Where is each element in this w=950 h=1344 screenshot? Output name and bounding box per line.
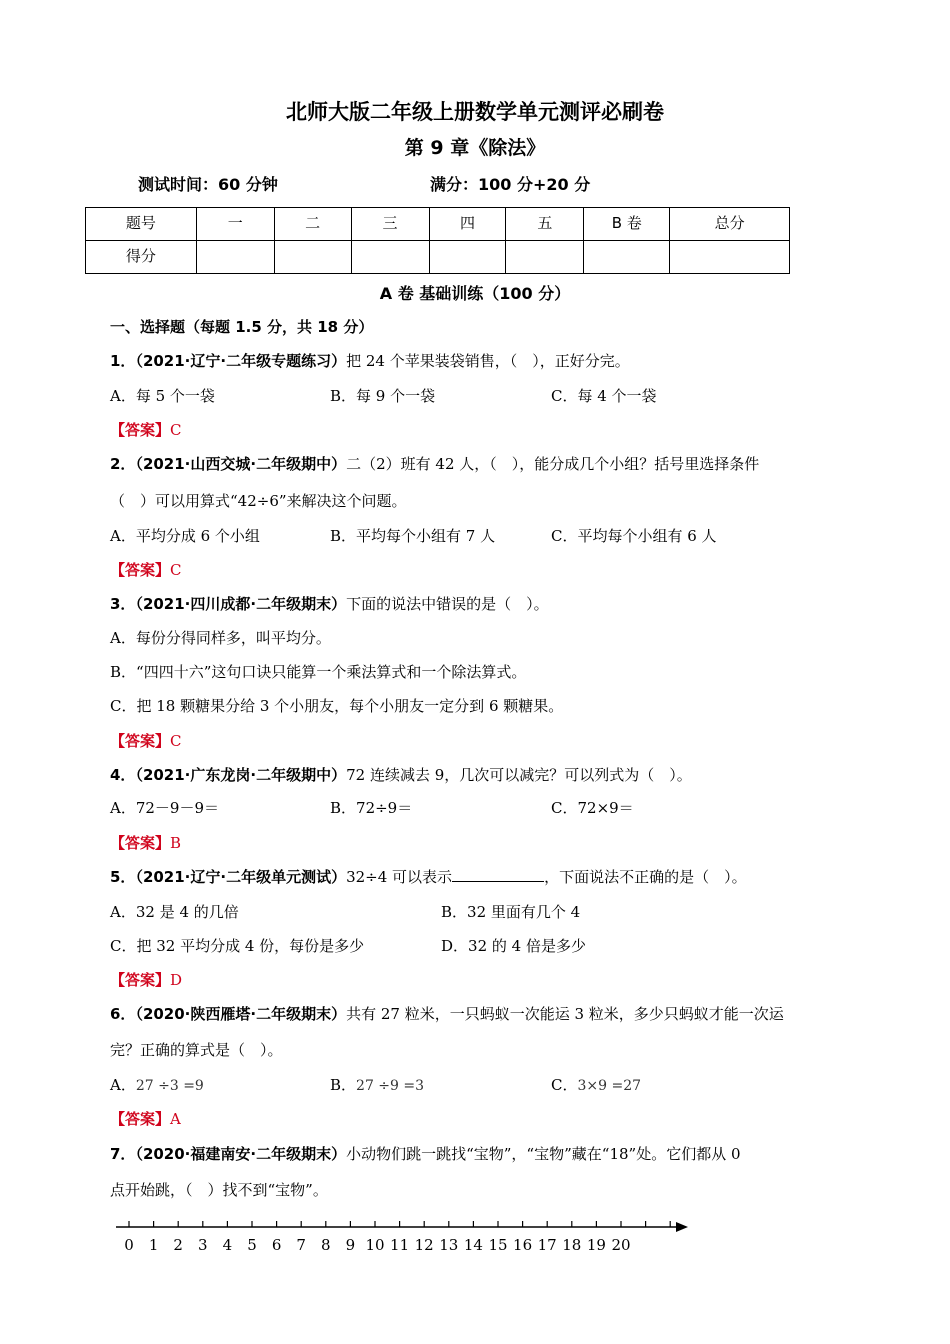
score-row-label: 得分	[86, 241, 197, 274]
question-source: （2021·四川成都·二年级期末）	[135, 595, 347, 613]
score-table-header: 题号	[86, 208, 197, 241]
section-title: 一、选择题（每题 1.5 分，共 18 分）	[110, 318, 374, 336]
number-line-tick-label: 16	[513, 1236, 533, 1254]
question-number: 6．	[110, 1005, 136, 1023]
test-time: 测试时间：60 分钟	[138, 175, 278, 194]
question-source: （2020·福建南安·二年级期末）	[135, 1145, 347, 1163]
number-line-tick-label: 3	[198, 1236, 208, 1254]
number-line-tick-label: 14	[463, 1236, 483, 1254]
number-line-tick-label: 13	[439, 1236, 459, 1254]
option-a[interactable]: A．每份分得同样多，叫平均分。	[110, 629, 331, 647]
question-text-continued: 点开始跳，（ ）找不到“宝物”。	[110, 1181, 328, 1199]
question-source: （2021·辽宁·二年级专题练习）	[135, 352, 347, 370]
answer-value: C	[170, 421, 182, 439]
question-text: 共有 27 粒米，一只蚂蚁一次能运 3 粒米，多少只蚂蚁才能一次运	[346, 1005, 784, 1023]
number-line-tick-label: 2	[173, 1236, 183, 1254]
answer-tag: 【答案】	[110, 421, 171, 439]
answer-value: C	[170, 561, 182, 579]
score-cell[interactable]	[274, 241, 351, 274]
answer-tag: 【答案】	[110, 732, 171, 750]
question-2	[110, 453, 759, 474]
score-table-score-row	[86, 241, 790, 274]
answer-value: C	[170, 732, 182, 750]
answer-4	[110, 832, 181, 853]
document-title: 北师大版二年级上册数学单元测评必刷卷	[286, 100, 664, 124]
answer-tag: 【答案】	[110, 1110, 171, 1128]
score-table-header: 一	[196, 208, 274, 241]
option-c[interactable]: C．把 32 平均分成 4 份，每份是多少	[110, 937, 365, 955]
question-number: 4．	[110, 766, 136, 784]
question-number: 5．	[110, 868, 136, 886]
number-line-tick-label: 19	[586, 1236, 606, 1254]
number-line-tick-label: 5	[247, 1236, 257, 1254]
option-b[interactable]: B．每 9 个一袋	[330, 387, 436, 405]
option-c[interactable]: C．平均每个小组有 6 人	[551, 527, 717, 545]
option-a[interactable]	[110, 1074, 204, 1095]
answer-tag: 【答案】	[110, 834, 171, 852]
score-cell[interactable]	[351, 241, 429, 274]
answer-3	[110, 730, 182, 751]
question-text: 二（2）班有 42 人，（ ），能分成几个小组？括号里选择条件	[346, 455, 760, 473]
option-label: B．	[330, 1076, 357, 1094]
number-line-tick-label: 17	[537, 1236, 557, 1254]
question-text: 32÷4 可以表示	[346, 868, 453, 886]
score-table	[85, 207, 790, 274]
paper-section-title: A 卷 基础训练（100 分）	[379, 284, 571, 303]
score-cell[interactable]	[506, 241, 584, 274]
chapter-title: 第 9 章《除法》	[404, 137, 546, 159]
option-a[interactable]: A．32 是 4 的几倍	[110, 903, 239, 921]
question-7	[110, 1143, 741, 1164]
answer-value: D	[170, 971, 183, 989]
question-4	[110, 764, 692, 785]
number-line-tick-label: 10	[365, 1236, 385, 1254]
answer-tag: 【答案】	[110, 971, 171, 989]
question-text-continued: 完？正确的算式是（ ）。	[110, 1041, 283, 1059]
answer-5	[110, 969, 182, 990]
answer-value: A	[170, 1110, 181, 1128]
score-table-header: 五	[506, 208, 584, 241]
option-a[interactable]: A．72－9－9＝	[110, 799, 220, 817]
number-line-tick-label: 20	[611, 1236, 631, 1254]
question-number: 2．	[110, 455, 136, 473]
score-table-header: B 卷	[584, 208, 670, 241]
number-line-tick-label: 18	[562, 1236, 582, 1254]
full-score: 满分：100 分+20 分	[430, 175, 591, 194]
option-c[interactable]	[551, 1074, 641, 1095]
option-b[interactable]	[330, 1074, 424, 1095]
question-text: 把 24 个苹果装袋销售，（ ），正好分完。	[346, 352, 630, 370]
fill-blank[interactable]	[452, 867, 544, 882]
score-cell[interactable]	[196, 241, 274, 274]
question-number: 1．	[110, 352, 136, 370]
answer-6	[110, 1108, 181, 1129]
question-text: 下面的说法中错误的是（ ）。	[346, 595, 549, 613]
option-label: A．	[110, 1076, 136, 1094]
option-c[interactable]: C．把 18 颗糖果分给 3 个小朋友，每个小朋友一定分到 6 颗糖果。	[110, 697, 564, 715]
option-b[interactable]: B．72÷9＝	[330, 799, 413, 817]
question-3	[110, 593, 549, 614]
option-c[interactable]: C．每 4 个一袋	[551, 387, 657, 405]
option-a[interactable]: A．每 5 个一袋	[110, 387, 215, 405]
number-line	[110, 1212, 700, 1260]
score-cell[interactable]	[584, 241, 670, 274]
question-5	[110, 866, 747, 887]
question-text: 72 连续减去 9，几次可以减完？可以列式为（ ）。	[346, 766, 692, 784]
question-text: ，下面说法不正确的是（ ）。	[544, 868, 747, 886]
question-text-continued: （ ）可以用算式“42÷6”来解决这个问题。	[110, 492, 407, 510]
question-source: （2021·山西交城·二年级期中）	[135, 455, 347, 473]
question-1	[110, 350, 630, 371]
number-line-tick-label: 1	[148, 1236, 159, 1254]
option-formula: 27 ÷9 =3	[356, 1078, 425, 1094]
question-source: （2021·广东龙岗·二年级期中）	[135, 766, 347, 784]
option-label: C．	[551, 1076, 578, 1094]
option-formula: 27 ÷3 =9	[135, 1078, 204, 1094]
option-b[interactable]: B．“四四十六”这句口诀只能算一个乘法算式和一个除法算式。	[110, 663, 527, 681]
question-text: 小动物们跳一跳找“宝物”，“宝物”藏在“18”处。它们都从 0	[346, 1145, 741, 1163]
option-b[interactable]: B．32 里面有几个 4	[441, 903, 581, 921]
number-line-tick-label: 9	[345, 1236, 356, 1254]
score-table-header-row	[86, 208, 790, 241]
question-number: 3．	[110, 595, 136, 613]
option-a[interactable]: A．平均分成 6 个小组	[110, 527, 260, 545]
number-line-tick-label: 6	[271, 1236, 282, 1254]
score-table-header: 三	[351, 208, 429, 241]
option-d[interactable]: D．32 的 4 倍是多少	[441, 937, 586, 955]
answer-tag: 【答案】	[110, 561, 171, 579]
number-line-tick-label: 8	[321, 1236, 331, 1254]
answer-value: B	[170, 834, 182, 852]
score-table-header: 二	[274, 208, 351, 241]
score-table-header: 总分	[670, 208, 790, 241]
number-line-tick-label: 4	[222, 1236, 233, 1254]
number-line-tick-label: 12	[414, 1236, 434, 1254]
answer-1	[110, 419, 182, 440]
number-line-tick-label: 11	[390, 1236, 410, 1254]
number-line-tick-label: 0	[124, 1236, 134, 1254]
score-table-header: 四	[429, 208, 506, 241]
question-source: （2021·辽宁·二年级单元测试）	[135, 868, 347, 886]
option-formula: 3×9 =27	[577, 1078, 642, 1094]
number-line-tick-label: 15	[488, 1236, 508, 1254]
question-6	[110, 1003, 784, 1024]
option-b[interactable]: B．平均每个小组有 7 人	[330, 527, 496, 545]
number-line-tick-label: 7	[296, 1236, 306, 1254]
number-line-arrow-icon	[676, 1222, 688, 1232]
score-cell[interactable]	[429, 241, 506, 274]
answer-2	[110, 559, 182, 580]
question-source: （2020·陕西雁塔·二年级期末）	[135, 1005, 347, 1023]
score-cell[interactable]	[670, 241, 790, 274]
question-number: 7．	[110, 1145, 136, 1163]
option-c[interactable]: C．72×9＝	[551, 799, 634, 817]
